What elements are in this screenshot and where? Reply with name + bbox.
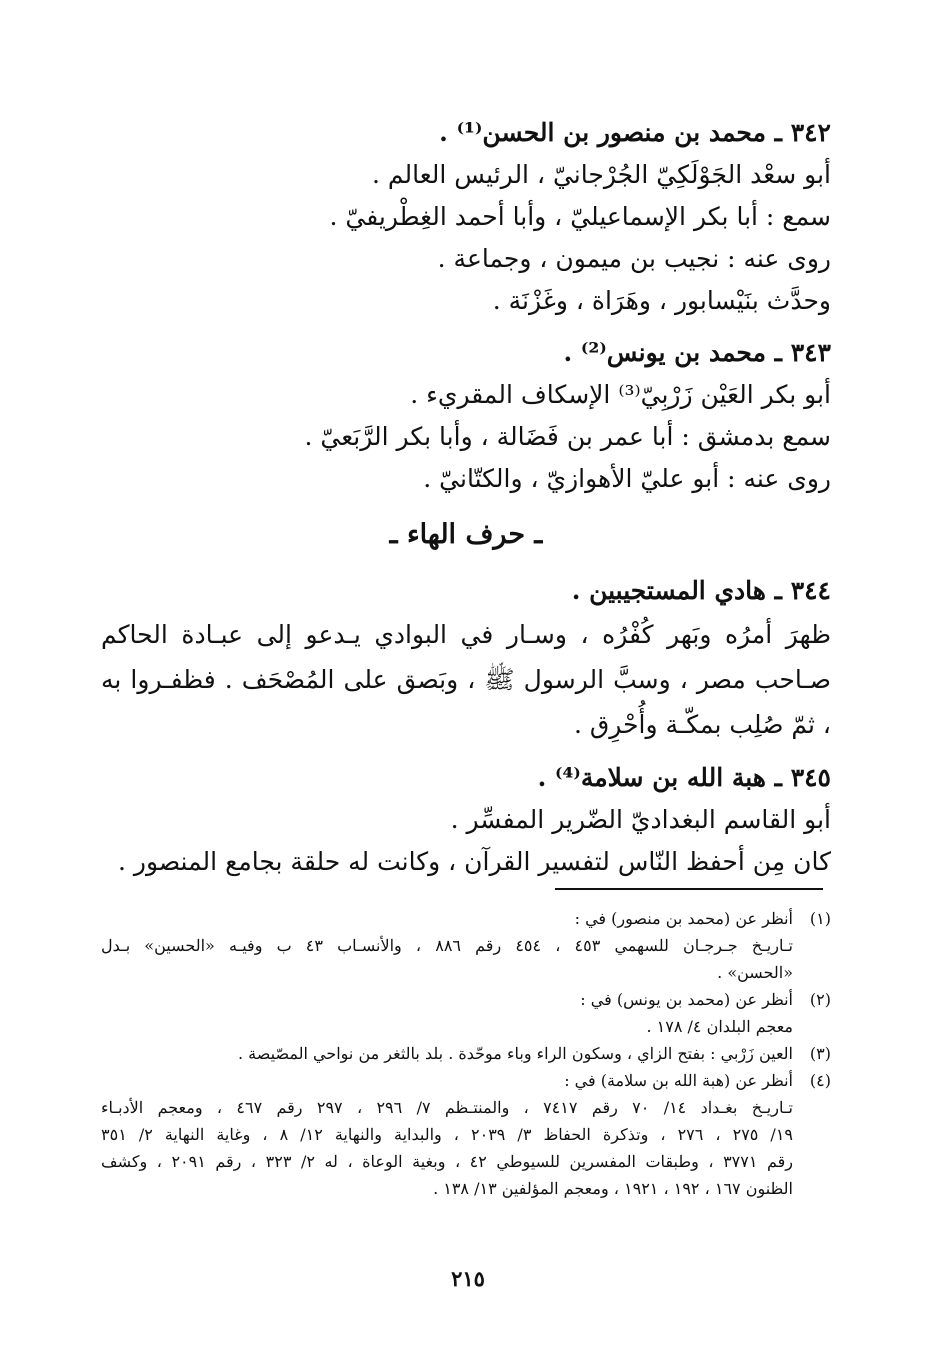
footnotes (101, 905, 831, 1202)
footnote-3 (101, 1040, 831, 1067)
entry-line: سمع بدمشق : أبا عمر بن فَضَالة ، وأبا بكر الرَّبَعيّ . (304, 422, 831, 451)
entry-line: روى عنه : نجيب بن ميمون ، وجماعة . (437, 244, 831, 273)
entry-345 (101, 757, 831, 883)
entry-line: أبو بكر العَيْن زَرْبِيّ⁽³⁾ الإسكاف المقريء . (410, 380, 831, 409)
footnote-1 (101, 905, 831, 986)
footnote-line: تـاريـخ جـرجـان للسهمي ٤٥٣ ، ٤٥٤ رقم ٨٨٦ ، والأنسـاب ٤٣ ب وفيـه «الحسين» بـدل (101, 936, 793, 955)
footnote-number: (١) (809, 909, 831, 928)
footnote-line: تـاريـخ بغـداد ١٤/ ٧٠ رقم ٧٤١٧ ، والمنتـظم ٧/ ٢٩٦ ، ٢٩٧ رقم ٤٦٧ ، ومعجم الأدبـاء (101, 1098, 793, 1117)
main-text (101, 112, 831, 893)
entry-line: كان مِن أحفظ النّاس لتفسير القرآن ، وكانت له حلقة بجامع المنصور . (118, 847, 831, 876)
entry-line: أبو القاسم البغداديّ الضّرير المفسِّر . (450, 805, 831, 834)
entry-344 (101, 570, 831, 747)
footnote-line: «الحسن» . (717, 963, 793, 982)
entry-343 (101, 332, 831, 500)
section-heading: ـ حرف الهاء ـ (389, 519, 543, 550)
footnote-line: أنظر عن (محمد بن منصور) في : (574, 909, 793, 928)
entry-title: ٣٤٢ ـ محمد بن منصور بن الحسن⁽¹⁾ . (439, 118, 831, 147)
footnote-number: (٢) (809, 990, 831, 1009)
entry-paragraph: ظهرَ أمرُه وبَهر كُفْرُه ، وسـار في البوادي يـدعو إلى عبـادة الحاكم صـاحب مصر ، وسبَّ الرسول ﷺ ، وبَصق على المُصْحَف . فظفـروا به ، ثمّ صُلِب بمكّـة وأُحْرِق . (101, 620, 831, 739)
footnote-number: (٤) (809, 1071, 831, 1090)
footnote-number: (٣) (809, 1044, 831, 1063)
entry-line: وحدَّث بنَيْسابور ، وهَرَاة ، وغَزْنَة . (492, 286, 831, 315)
entry-line: روى عنه : أبو عليّ الأهوازيّ ، والكتّانيّ . (423, 464, 831, 493)
footnote-line: رقم ٣٧٧١ ، وطبقات المفسرين للسيوطي ٤٢ ، وبغية الوعاة ، له ٢/ ٣٢٣ ، رقم ٢٠٩١ ، وكشف (101, 1152, 794, 1171)
footnote-line: ١٩/ ٢٧٥ ، ٢٧٦ ، وتذكرة الحفاظ ٣/ ٢٠٣٩ ، والبداية والنهاية ١٢/ ٨ ، وغاية النهاية ٢/ ٣٥١ (101, 1125, 793, 1144)
entry-line: أبو سعْد الجَوْلَكِيّ الجُرْجانيّ ، الرئيس العالم . (371, 160, 831, 189)
footnote-line: العين زَرْبي : بفتح الزاي ، وسكون الراء وباء موحّدة . بلد بالثغر من نواحي المصّيصة . (238, 1044, 793, 1063)
footnote-4 (101, 1067, 831, 1202)
page-number: ٢١٥ (451, 1266, 485, 1291)
entry-342 (101, 112, 831, 322)
footnote-line: معجم البلدان ٤/ ١٧٨ . (646, 1017, 793, 1036)
footnote-2 (101, 986, 831, 1040)
footnote-line: أنظر عن (هبة الله بن سلامة) في : (564, 1071, 793, 1090)
entry-title: ٣٤٥ ـ هبة الله بن سلامة⁽⁴⁾ . (537, 763, 831, 792)
footnote-divider (555, 888, 823, 890)
entry-title: ٣٤٣ ـ محمد بن يونس⁽²⁾ . (563, 338, 831, 367)
entry-line: سمع : أبا بكر الإسماعيليّ ، وأبا أحمد الغِطْريفيّ . (329, 202, 831, 231)
entry-title: ٣٤٤ ـ هادي المستجيبين . (571, 576, 831, 605)
footnote-line: أنظر عن (محمد بن يونس) في : (580, 990, 793, 1009)
footnote-line: الظنون ١٦٧ ، ١٩٢ ، ١٩٢١ ، ومعجم المؤلفين ١٣/ ١٣٨ . (433, 1179, 793, 1198)
